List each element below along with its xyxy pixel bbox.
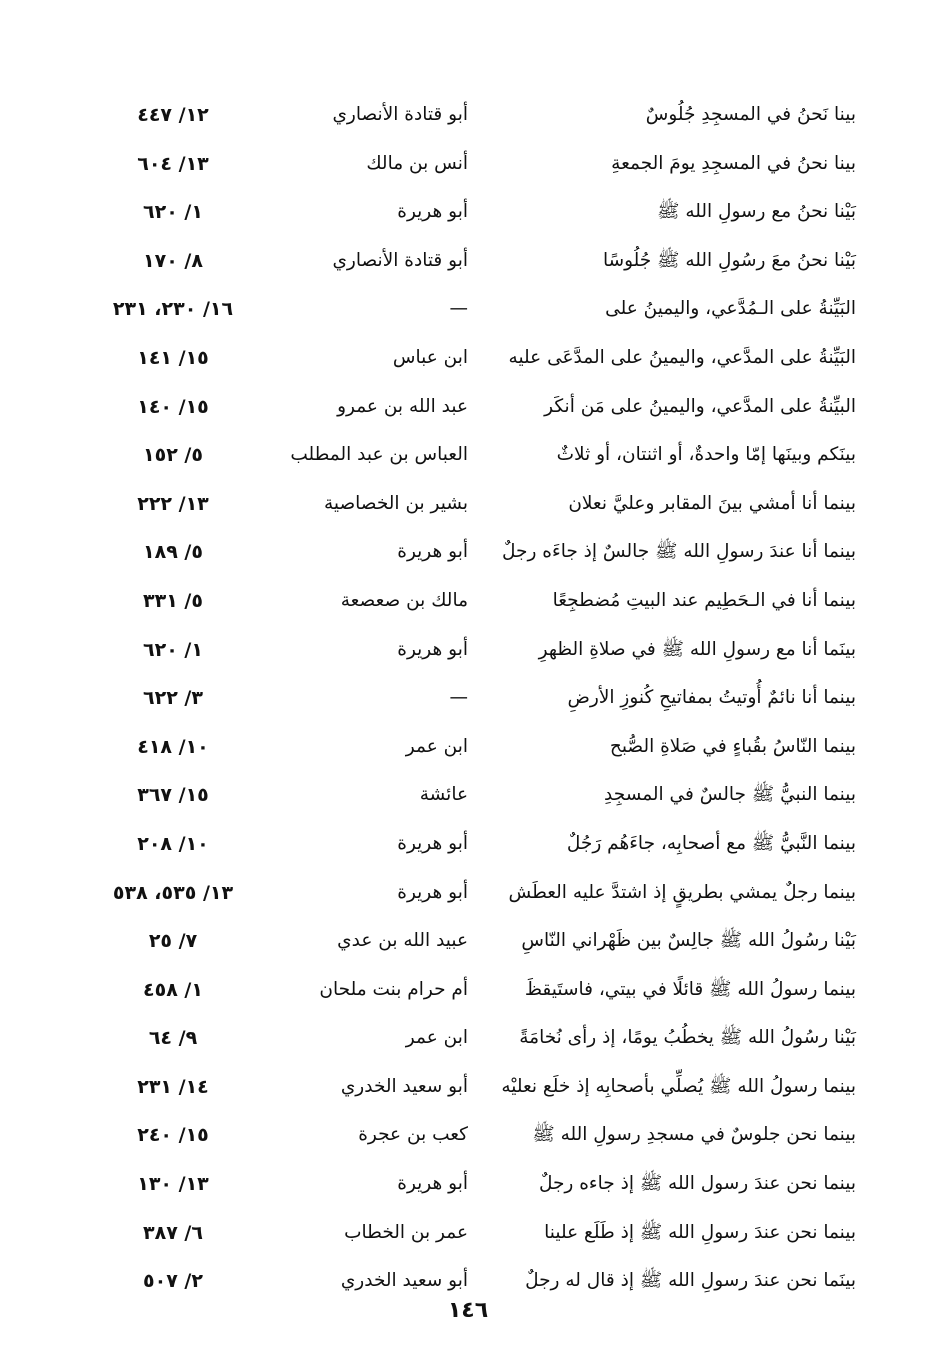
volume-page-reference: ٥/ ٣٣١: [143, 589, 203, 612]
index-row: [96, 876, 856, 925]
volume-page-reference: ٢/ ٥٠٧: [143, 1270, 203, 1293]
hadith-text: بينا نَحنُ في المسجِدِ جُلُوسٌ: [645, 104, 856, 125]
narrator-name: عبد الله بن عمرو: [337, 395, 468, 417]
hadith-text: بَيْنا رسُولُ الله ﷺ يخطُبُ يومًا، إذ رأى نُخامَةً: [519, 1027, 856, 1049]
volume-page-reference: ١٣/ ١٣٠: [137, 1173, 209, 1196]
narrator-name: أبو هريرة: [397, 881, 468, 903]
index-row: [96, 1070, 856, 1119]
index-row: [96, 487, 856, 536]
narrator-name: عمر بن الخطاب: [344, 1221, 468, 1243]
index-row: [96, 244, 856, 293]
volume-page-reference: ١٥/ ٣٦٧: [137, 784, 209, 807]
volume-page-reference: ٥/ ١٨٩: [143, 541, 203, 564]
index-row: [96, 778, 856, 827]
hadith-text: بينَما نحن عندَ رسولِ الله ﷺ إذ قال له رجلٌ: [525, 1270, 856, 1292]
narrator-name: العباس بن عبد المطلب: [290, 444, 468, 466]
index-row: [96, 147, 856, 196]
index-row: [96, 535, 856, 584]
index-row: [96, 1118, 856, 1167]
narrator-name: أبو هريرة: [397, 1173, 468, 1195]
index-row: [96, 1216, 856, 1265]
volume-page-reference: ١/ ٦٢٠: [143, 201, 203, 224]
narrator-name: ابن عباس: [392, 346, 468, 368]
index-row: [96, 438, 856, 487]
narrator-name: أبو قتادة الأنصاري: [332, 104, 468, 125]
hadith-text: البَيِّنةُ على الـمُدَّعي، واليمينُ على: [605, 298, 856, 320]
hadith-text: بينما نحن عندَ رسول الله ﷺ إذ جاءه رجلٌ: [538, 1173, 856, 1195]
narrator-name: —: [449, 687, 468, 709]
index-row: [96, 341, 856, 390]
volume-page-reference: ١٤/ ٢٣١: [137, 1075, 209, 1098]
hadith-text: بينما نحن جلوسٌ في مسجدِ رسولِ الله ﷺ: [532, 1124, 856, 1146]
index-row: [96, 633, 856, 682]
volume-page-reference: ١٣/ ٥٣٥، ٥٣٨: [112, 881, 234, 904]
volume-page-reference: ٨/ ١٧٠: [143, 249, 203, 272]
narrator-name: أبو هريرة: [397, 832, 468, 854]
hadith-text: بينما رسولُ الله ﷺ يُصلِّي بأصحابِه إذ خلَع نعليْه: [501, 1075, 856, 1097]
index-row: [96, 924, 856, 973]
narrator-name: أبو سعيد الخدري: [340, 1270, 468, 1292]
hadith-text: بينَكم وبينَها إمّا واحدةٌ، أو اثنتان، أو ثلاثٌ: [556, 444, 856, 466]
volume-page-reference: ٣/ ٦٢٢: [143, 687, 203, 710]
volume-page-reference: ١٦/ ٢٣٠، ٢٣١: [112, 298, 234, 321]
narrator-name: أبو قتادة الأنصاري: [332, 249, 468, 271]
narrator-name: —: [449, 298, 468, 320]
narrator-name: أنس بن مالك: [366, 152, 468, 174]
hadith-text: بينما أنا عندَ رسولِ الله ﷺ جالسٌ إذ جاءَه رجلٌ: [502, 541, 856, 563]
index-row: [96, 98, 856, 147]
hadith-text: بينا نحنُ في المسجِدِ يومَ الجمعةِ: [611, 152, 856, 174]
volume-page-reference: ١٣/ ٢٢٢: [137, 492, 209, 515]
hadith-text: بينما أنا في الـحَطِيم عند البيتِ مُضطجِعًا: [552, 589, 856, 611]
volume-page-reference: ٥/ ١٥٢: [143, 444, 203, 467]
hadith-text: بينما أنا أمشي بينَ المقابر وعليَّ نعلان: [568, 492, 856, 514]
volume-page-reference: ٧/ ٢٥: [148, 930, 198, 953]
index-row: [96, 1167, 856, 1216]
hadith-index-table: [96, 98, 856, 1313]
volume-page-reference: ١٣/ ٦٠٤: [137, 152, 209, 175]
volume-page-reference: ١٥/ ١٤٠: [137, 395, 209, 418]
volume-page-reference: ٦/ ٣٨٧: [143, 1221, 203, 1244]
narrator-name: بشير بن الخصاصية: [323, 492, 468, 514]
hadith-text: بينما نحن عندَ رسولِ الله ﷺ إذ طَلَع علينا: [544, 1221, 856, 1243]
volume-page-reference: ١/ ٤٥٨: [143, 978, 203, 1001]
narrator-name: كعب بن عجرة: [358, 1124, 468, 1146]
hadith-text: بَيْنا رسُولُ الله ﷺ جالِسٌ بين ظَهْراني النّاسِ: [521, 930, 856, 952]
narrator-name: أبو هريرة: [397, 541, 468, 563]
index-row: [96, 292, 856, 341]
index-row: [96, 973, 856, 1022]
volume-page-reference: ١٠/ ٤١٨: [137, 735, 209, 758]
narrator-name: مالك بن صعصعة: [340, 589, 468, 611]
index-row: [96, 195, 856, 244]
hadith-text: بينما النَّبيُّ ﷺ مع أصحابِه، جاءَهُم رَجُلٌ: [566, 832, 856, 854]
narrator-name: أم حرام بنت ملحان: [319, 978, 468, 1000]
hadith-text: بَيْنا نحنُ مع رسولِ الله ﷺ: [657, 201, 856, 223]
narrator-name: أبو هريرة: [397, 638, 468, 660]
hadith-text: البَيِّنةُ على المدَّعي، واليمينُ على المدَّعَى عليه: [508, 346, 856, 368]
narrator-name: عبيد الله بن عدي: [337, 930, 468, 952]
volume-page-reference: ١٥/ ٢٤٠: [137, 1124, 209, 1147]
volume-page-reference: ٩/ ٦٤: [148, 1027, 198, 1050]
narrator-name: أبو هريرة: [397, 201, 468, 223]
hadith-text: بَيْنا نحنُ معَ رسُولِ الله ﷺ جُلُوسًا: [602, 249, 856, 271]
narrator-name: ابن عمر: [405, 735, 468, 757]
hadith-text: بينما رجلٌ يمشي بطريقٍ إذ اشتدَّ عليه العطَش: [508, 881, 856, 903]
narrator-name: أبو سعيد الخدري: [340, 1075, 468, 1097]
index-row: [96, 681, 856, 730]
hadith-text: بينما رسولُ الله ﷺ قائلًا في بيتي، فاستَيقظَ: [524, 978, 856, 1000]
volume-page-reference: ١/ ٦٢٠: [143, 638, 203, 661]
volume-page-reference: ١٢/ ٤٤٧: [137, 104, 209, 126]
hadith-text: بينما أنا نائمٌ أُوتيتُ بمفاتيحِ كُنوزِ الأرضِ: [567, 687, 856, 709]
index-row: [96, 584, 856, 633]
narrator-name: عائشة: [419, 784, 468, 806]
index-row: [96, 730, 856, 779]
page-number: ١٤٦: [447, 1298, 489, 1323]
hadith-text: بينما النّاسُ بقُباءٍ في صَلاةِ الصُّبح: [609, 735, 856, 757]
index-row: [96, 1021, 856, 1070]
index-row: [96, 827, 856, 876]
volume-page-reference: ١٠/ ٢٠٨: [137, 832, 209, 855]
index-row: [96, 390, 856, 439]
narrator-name: ابن عمر: [405, 1027, 468, 1049]
hadith-text: بينما النبيُّ ﷺ جالسٌ في المسجِدِ: [604, 784, 856, 806]
hadith-text: البيِّنةُ على المدَّعي، واليمينُ على مَن أنكَر: [544, 395, 856, 417]
hadith-text: بينَما أنا مع رسولِ الله ﷺ في صلاةِ الظهرِ: [538, 638, 856, 660]
volume-page-reference: ١٥/ ١٤١: [137, 346, 209, 369]
